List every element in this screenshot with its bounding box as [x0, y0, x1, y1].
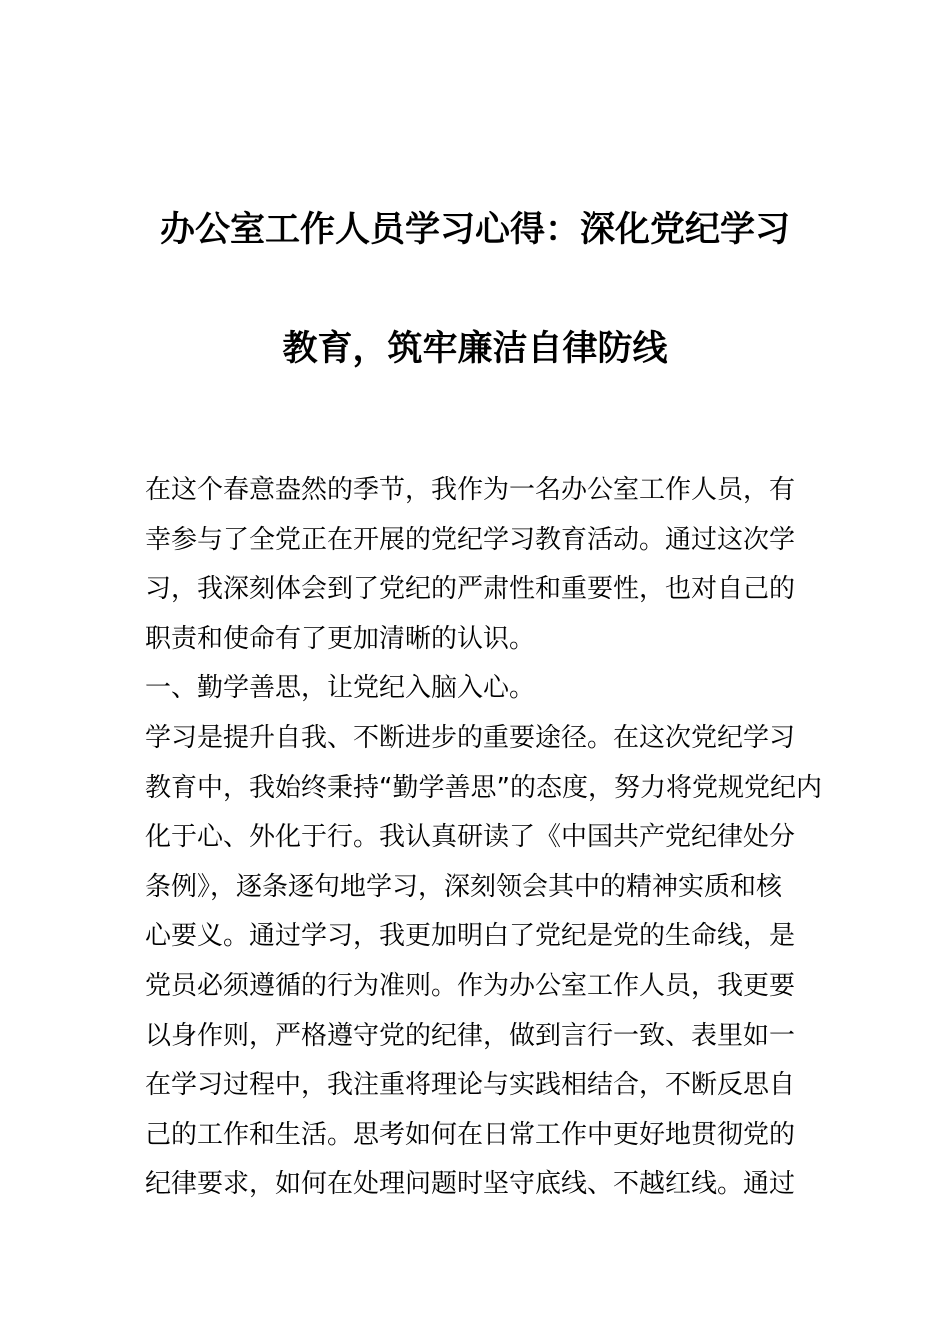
body-line: 在学习过程中，我注重将理论与实践相结合，不断反思自	[145, 1070, 796, 1101]
body-line: 己的工作和生活。思考如何在日常工作中更好地贯彻党的	[145, 1119, 796, 1150]
section-heading: 一、勤学善思，让党纪入脑入心。	[145, 673, 536, 704]
document-title-line-2: 教育，筑牢廉洁自律防线	[282, 329, 668, 369]
body-line: 心要义。通过学习，我更加明白了党纪是党的生命线，是	[145, 921, 796, 952]
body-line: 在这个春意盎然的季节，我作为一名办公室工作人员，有	[145, 475, 796, 505]
document-title-line-1: 办公室工作人员学习心得：深化党纪学习	[159, 210, 790, 250]
body-line: 学习是提升自我、不断进步的重要途径。在这次党纪学习	[145, 722, 796, 753]
body-line: 教育中，我始终秉持“勤学善思”的态度，努力将党规党纪内	[145, 772, 822, 803]
body-line: 职责和使命有了更加清晰的认识。	[145, 623, 536, 654]
body-line: 化于心、外化于行。我认真研读了《中国共产党纪律处分	[145, 822, 796, 853]
body-line: 以身作则，严格遵守党的纪律，做到言行一致、表里如一	[145, 1020, 796, 1051]
body-line: 习，我深刻体会到了党纪的严肃性和重要性，也对自己的	[145, 574, 796, 605]
body-line: 幸参与了全党正在开展的党纪学习教育活动。通过这次学	[145, 524, 796, 555]
body-line: 纪律要求，如何在处理问题时坚守底线、不越红线。通过	[145, 1169, 796, 1200]
body-line: 条例》，逐条逐句地学习，深刻领会其中的精神实质和核	[145, 871, 783, 902]
body-line: 党员必须遵循的行为准则。作为办公室工作人员，我更要	[145, 970, 796, 1001]
document-body	[145, 466, 822, 1210]
